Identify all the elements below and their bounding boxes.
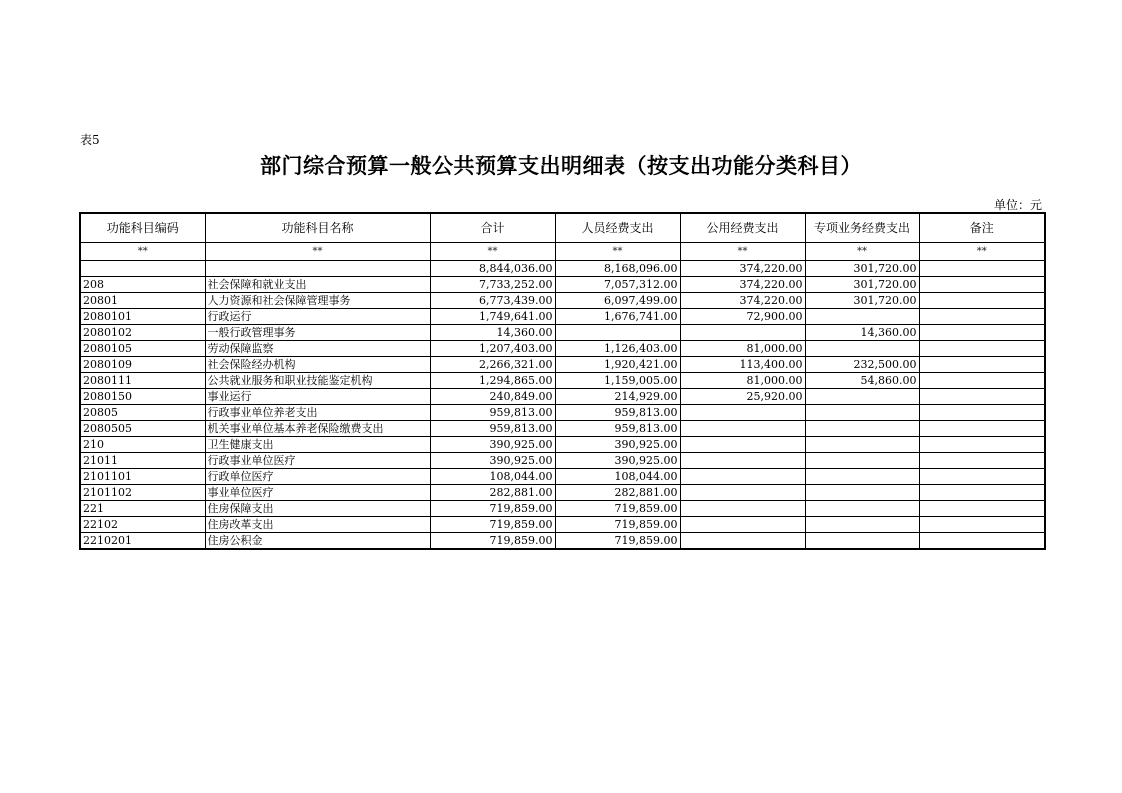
public-cell [680, 421, 805, 437]
public-cell [680, 437, 805, 453]
total-cell: 6,773,439.00 [430, 293, 555, 309]
col-header-code: 功能科目编码 [80, 213, 205, 243]
name-cell: 一般行政管理事务 [205, 325, 430, 341]
public-cell [680, 469, 805, 485]
public-cell: 72,900.00 [680, 309, 805, 325]
code-cell: 2080102 [80, 325, 205, 341]
personnel-cell: 719,859.00 [555, 517, 680, 533]
code-cell: 2210201 [80, 533, 205, 550]
code-cell: 2080105 [80, 341, 205, 357]
total-cell: 1,207,403.00 [430, 341, 555, 357]
star-cell: ** [680, 243, 805, 261]
note-cell [919, 277, 1045, 293]
special-cell [805, 389, 919, 405]
public-cell: 81,000.00 [680, 373, 805, 389]
code-cell: 20801 [80, 293, 205, 309]
special-cell [805, 485, 919, 501]
code-cell [80, 261, 205, 277]
table-row [80, 373, 1045, 389]
total-cell: 959,813.00 [430, 421, 555, 437]
public-cell: 374,220.00 [680, 261, 805, 277]
special-cell [805, 533, 919, 550]
total-cell: 7,733,252.00 [430, 277, 555, 293]
public-cell [680, 533, 805, 550]
table-row [80, 437, 1045, 453]
col-header-special: 专项业务经费支出 [805, 213, 919, 243]
special-cell: 301,720.00 [805, 277, 919, 293]
personnel-cell: 7,057,312.00 [555, 277, 680, 293]
table-row [80, 405, 1045, 421]
note-cell [919, 533, 1045, 550]
name-cell: 行政单位医疗 [205, 469, 430, 485]
star-cell: ** [805, 243, 919, 261]
note-cell [919, 357, 1045, 373]
personnel-cell: 108,044.00 [555, 469, 680, 485]
personnel-cell: 1,920,421.00 [555, 357, 680, 373]
table-row [80, 261, 1045, 277]
special-cell: 301,720.00 [805, 261, 919, 277]
star-cell: ** [919, 243, 1045, 261]
name-cell: 行政事业单位养老支出 [205, 405, 430, 421]
total-cell: 2,266,321.00 [430, 357, 555, 373]
special-cell: 14,360.00 [805, 325, 919, 341]
total-cell: 719,859.00 [430, 517, 555, 533]
name-cell: 卫生健康支出 [205, 437, 430, 453]
name-cell: 社会保险经办机构 [205, 357, 430, 373]
col-header-name: 功能科目名称 [205, 213, 430, 243]
public-cell: 113,400.00 [680, 357, 805, 373]
col-header-total: 合计 [430, 213, 555, 243]
total-cell: 282,881.00 [430, 485, 555, 501]
name-cell: 住房公积金 [205, 533, 430, 550]
note-cell [919, 405, 1045, 421]
personnel-cell: 390,925.00 [555, 437, 680, 453]
personnel-cell: 1,126,403.00 [555, 341, 680, 357]
personnel-cell: 959,813.00 [555, 421, 680, 437]
special-cell [805, 421, 919, 437]
public-cell: 374,220.00 [680, 293, 805, 309]
special-cell [805, 469, 919, 485]
special-cell [805, 309, 919, 325]
public-cell [680, 501, 805, 517]
public-cell [680, 325, 805, 341]
header-row [80, 213, 1045, 243]
code-cell: 208 [80, 277, 205, 293]
table-row [80, 277, 1045, 293]
name-cell [205, 261, 430, 277]
personnel-cell: 1,676,741.00 [555, 309, 680, 325]
col-header-personnel: 人员经费支出 [555, 213, 680, 243]
code-cell: 2080101 [80, 309, 205, 325]
public-cell [680, 485, 805, 501]
public-cell [680, 405, 805, 421]
personnel-cell: 719,859.00 [555, 533, 680, 550]
note-cell [919, 309, 1045, 325]
total-cell: 719,859.00 [430, 533, 555, 550]
total-cell: 959,813.00 [430, 405, 555, 421]
code-cell: 22102 [80, 517, 205, 533]
name-cell: 事业运行 [205, 389, 430, 405]
note-cell [919, 469, 1045, 485]
note-cell [919, 293, 1045, 309]
special-cell [805, 501, 919, 517]
table-number-label: 表5 [80, 133, 100, 147]
note-cell [919, 437, 1045, 453]
personnel-cell: 214,929.00 [555, 389, 680, 405]
special-cell [805, 437, 919, 453]
public-cell: 374,220.00 [680, 277, 805, 293]
total-cell: 1,294,865.00 [430, 373, 555, 389]
table-row [80, 501, 1045, 517]
name-cell: 劳动保障监察 [205, 341, 430, 357]
note-cell [919, 501, 1045, 517]
total-cell: 240,849.00 [430, 389, 555, 405]
special-cell [805, 405, 919, 421]
name-cell: 人力资源和社会保障管理事务 [205, 293, 430, 309]
note-cell [919, 389, 1045, 405]
star-cell: ** [430, 243, 555, 261]
code-cell: 21011 [80, 453, 205, 469]
special-cell: 54,860.00 [805, 373, 919, 389]
name-cell: 住房保障支出 [205, 501, 430, 517]
table-body [80, 261, 1045, 550]
table-row [80, 341, 1045, 357]
code-cell: 221 [80, 501, 205, 517]
code-cell: 20805 [80, 405, 205, 421]
star-cell: ** [80, 243, 205, 261]
star-cell: ** [555, 243, 680, 261]
table-row [80, 485, 1045, 501]
total-cell: 8,844,036.00 [430, 261, 555, 277]
special-cell [805, 453, 919, 469]
special-cell: 301,720.00 [805, 293, 919, 309]
personnel-cell [555, 325, 680, 341]
public-cell [680, 517, 805, 533]
total-cell: 14,360.00 [430, 325, 555, 341]
personnel-cell: 6,097,499.00 [555, 293, 680, 309]
personnel-cell: 282,881.00 [555, 485, 680, 501]
total-cell: 1,749,641.00 [430, 309, 555, 325]
code-cell: 2080111 [80, 373, 205, 389]
name-cell: 机关事业单位基本养老保险缴费支出 [205, 421, 430, 437]
total-cell: 390,925.00 [430, 453, 555, 469]
special-cell: 232,500.00 [805, 357, 919, 373]
table-row [80, 357, 1045, 373]
total-cell: 390,925.00 [430, 437, 555, 453]
code-cell: 210 [80, 437, 205, 453]
note-cell [919, 325, 1045, 341]
unit-label: 单位：元 [993, 198, 1042, 212]
code-cell: 2101102 [80, 485, 205, 501]
note-cell [919, 373, 1045, 389]
table-row [80, 469, 1045, 485]
personnel-cell: 719,859.00 [555, 501, 680, 517]
placeholder-row [80, 243, 1045, 261]
table-row [80, 309, 1045, 325]
table-row [80, 421, 1045, 437]
table-row [80, 517, 1045, 533]
special-cell [805, 341, 919, 357]
special-cell [805, 517, 919, 533]
personnel-cell: 959,813.00 [555, 405, 680, 421]
personnel-cell: 390,925.00 [555, 453, 680, 469]
note-cell [919, 341, 1045, 357]
note-cell [919, 485, 1045, 501]
code-cell: 2101101 [80, 469, 205, 485]
personnel-cell: 1,159,005.00 [555, 373, 680, 389]
name-cell: 社会保障和就业支出 [205, 277, 430, 293]
col-header-public: 公用经费支出 [680, 213, 805, 243]
total-cell: 719,859.00 [430, 501, 555, 517]
note-cell [919, 261, 1045, 277]
table-row [80, 453, 1045, 469]
note-cell [919, 421, 1045, 437]
code-cell: 2080150 [80, 389, 205, 405]
code-cell: 2080505 [80, 421, 205, 437]
star-cell: ** [205, 243, 430, 261]
table-row [80, 389, 1045, 405]
note-cell [919, 517, 1045, 533]
public-cell: 25,920.00 [680, 389, 805, 405]
name-cell: 行政运行 [205, 309, 430, 325]
public-cell: 81,000.00 [680, 341, 805, 357]
table-row [80, 325, 1045, 341]
table-row [80, 293, 1045, 309]
name-cell: 公共就业服务和职业技能鉴定机构 [205, 373, 430, 389]
code-cell: 2080109 [80, 357, 205, 373]
personnel-cell: 8,168,096.00 [555, 261, 680, 277]
name-cell: 住房改革支出 [205, 517, 430, 533]
page-title: 部门综合预算一般公共预算支出明细表（按支出功能分类科目） [260, 153, 862, 178]
name-cell: 行政事业单位医疗 [205, 453, 430, 469]
col-header-note: 备注 [919, 213, 1045, 243]
total-cell: 108,044.00 [430, 469, 555, 485]
table-row [80, 533, 1045, 550]
name-cell: 事业单位医疗 [205, 485, 430, 501]
budget-table [79, 212, 1046, 550]
note-cell [919, 453, 1045, 469]
public-cell [680, 453, 805, 469]
